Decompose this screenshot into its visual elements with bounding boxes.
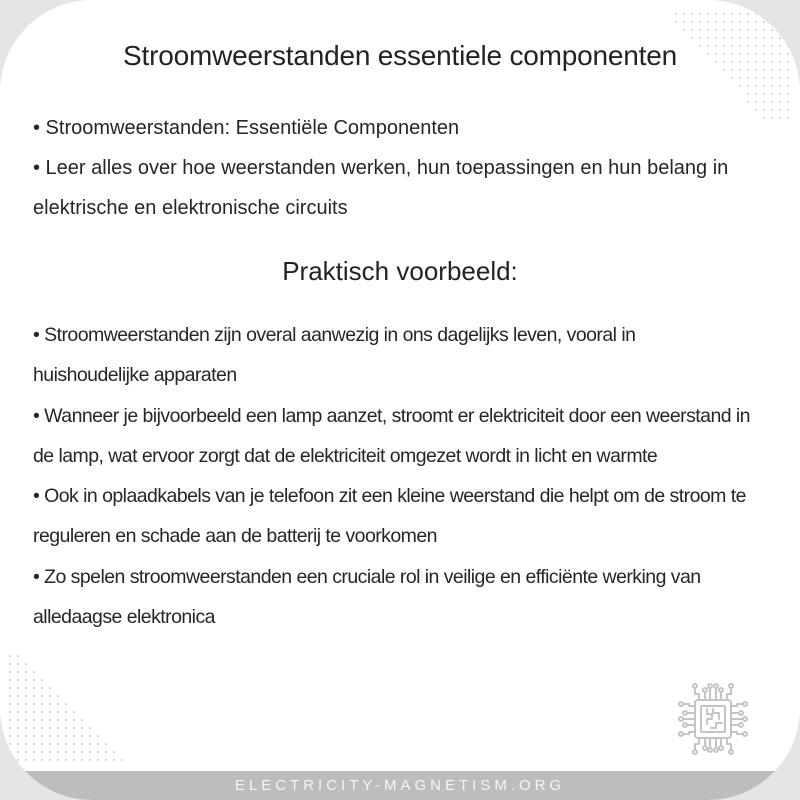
list-item: • Stroomweerstanden zijn overal aanwezig in ons dagelijks leven, vooral in huishoudelijke apparaten [33, 324, 636, 387]
list-item: • Ook in oplaadkabels van je telefoon zit een kleine weerstand die helpt om de stroom te reguleren en schade aan de batterij te voorkomen [33, 485, 746, 548]
list-item: • Wanneer je bijvoorbeeld een lamp aanzet, stroomt er elektriciteit door een weerstand in de lamp, wat ervoor zorgt dat de elektriciteit omgezet wordt in licht en warmte [33, 404, 750, 467]
intro-list [33, 108, 753, 228]
example-list [33, 315, 753, 637]
dot-grid-icon [6, 652, 126, 772]
list-item: • Zo spelen stroomweerstanden een cruciale rol in veilige en efficiënte werking van alledaagse elektronica [33, 565, 701, 629]
list-item: • Leer alles over hoe weerstanden werken, hun toepassingen en hun belang in elektrische en elektronische circuits [33, 157, 729, 219]
section-heading: Praktisch voorbeeld: [282, 256, 518, 286]
site-footer: ELECTRICITY-MAGNETISM.ORG [0, 771, 800, 800]
list-item: • Stroomweerstanden: Essentiële Componenten [33, 117, 460, 139]
circuit-chip-icon [677, 676, 749, 764]
page-title: Stroomweerstanden essentiele componenten [123, 40, 677, 71]
